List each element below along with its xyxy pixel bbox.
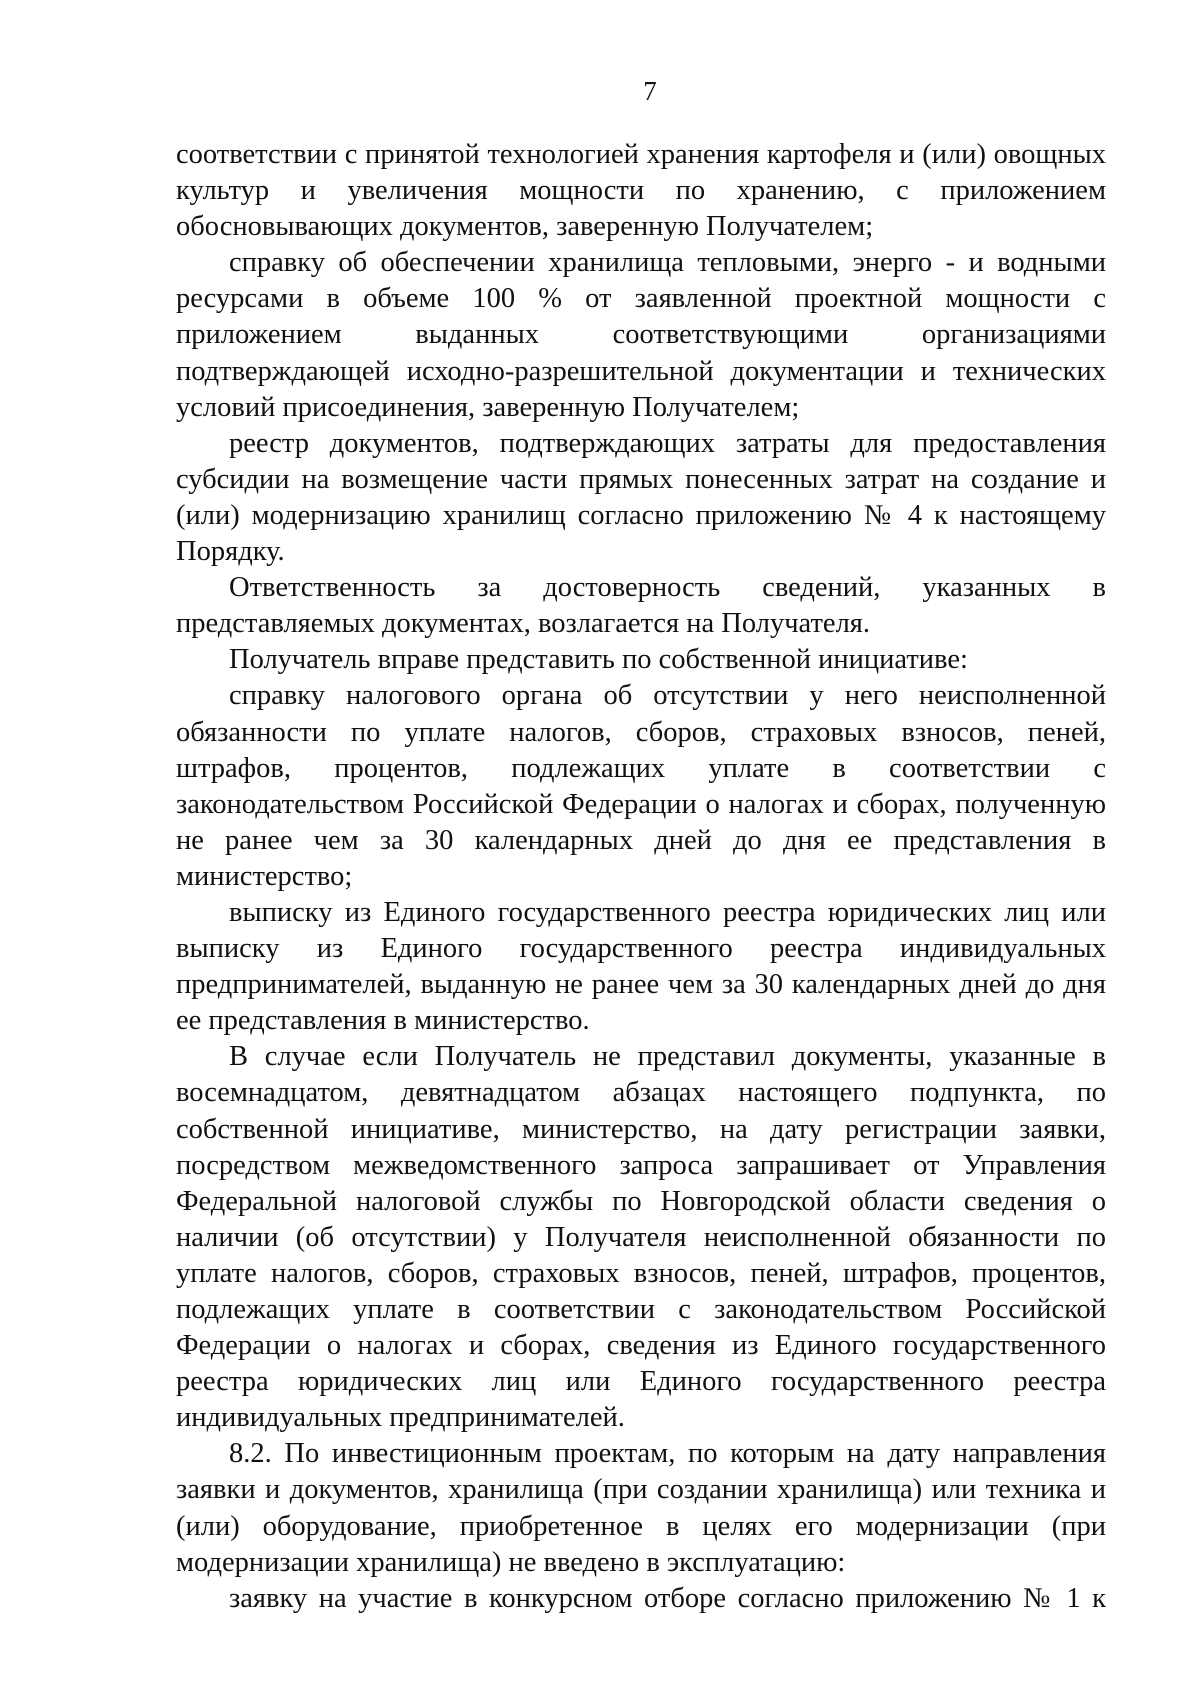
paragraph-section-8-2: 8.2. По инвестиционным проектам, по которым на дату направления заявки и документов, хранилища (при создании хранилища) или техника и (или) оборудование, приобретенное в целях его модернизации (при модернизации хранилища) не введено в эксплуатацию: bbox=[176, 1438, 1106, 1578]
page-number: 7 bbox=[643, 76, 657, 106]
paragraph-interagency-request: В случае если Получатель не представил документы, указанные в восемнадцатом, девятнадцатом абзацах настоящего подпункта, по собственной инициативе, министерство, на дату регистрации заявки, посредством межведомственного запроса запрашивает от Управления Федеральной налоговой службы по Новгородской области сведения о наличии (об отсутствии) у Получателя неисполненной обязанности по уплате налогов, сборов, страховых взносов, пеней, штрафов, процентов, подлежащих уплате в соответствии с законодательством Российской Федерации о налогах и сборах, сведения из Единого государственного реестра юридических лиц или Единого государственного реестра индивидуальных предпринимателей. bbox=[176, 1041, 1106, 1434]
paragraph-tax-certificate: справку налогового органа об отсутствии у него неисполненной обязанности по уплате налогов, сборов, страховых взносов, пеней, штрафов, процентов, подлежащих уплате в соответствии с законодательством Российской Федерации о налогах и сборах, полученную не ранее чем за 30 календарных дней до дня ее представления в министерство; bbox=[176, 680, 1106, 892]
paragraph-expense-register: реестр документов, подтверждающих затраты для предоставления субсидии на возмещение части прямых понесенных затрат на создание и (или) модернизацию хранилищ согласно приложению № 4 к настоящему Порядку. bbox=[176, 427, 1106, 568]
paragraph-storage-technology: соответствии с принятой технологией хранения картофеля и (или) овощных культур и увеличения мощности по хранению, с приложением обосновывающих документов, заверенную Получателем; bbox=[176, 139, 1106, 243]
paragraph-registry-extract: выписку из Единого государственного реестра юридических лиц или выписку из Единого государственного реестра индивидуальных предпринимателей, выданную не ранее чем за 30 календарных дней до дня ее представления в министерство. bbox=[176, 896, 1106, 1037]
paragraph-resources-certificate: справку об обеспечении хранилища тепловыми, энерго - и водными ресурсами в объеме 100 % от заявленной проектной мощности с приложением выданных соответствующими организациями подтверждающей исходно-разрешительной документации и технических условий присоединения, заверенную Получателем; bbox=[176, 247, 1106, 423]
document-body bbox=[176, 137, 1106, 1617]
paragraph-application: заявку на участие в конкурсном отборе согласно приложению № 1 к bbox=[229, 1582, 1106, 1614]
paragraph-own-initiative: Получатель вправе представить по собственной инициативе: bbox=[229, 644, 968, 676]
paragraph-responsibility: Ответственность за достоверность сведений, указанных в представляемых документах, возлагается на Получателя. bbox=[176, 572, 1106, 640]
